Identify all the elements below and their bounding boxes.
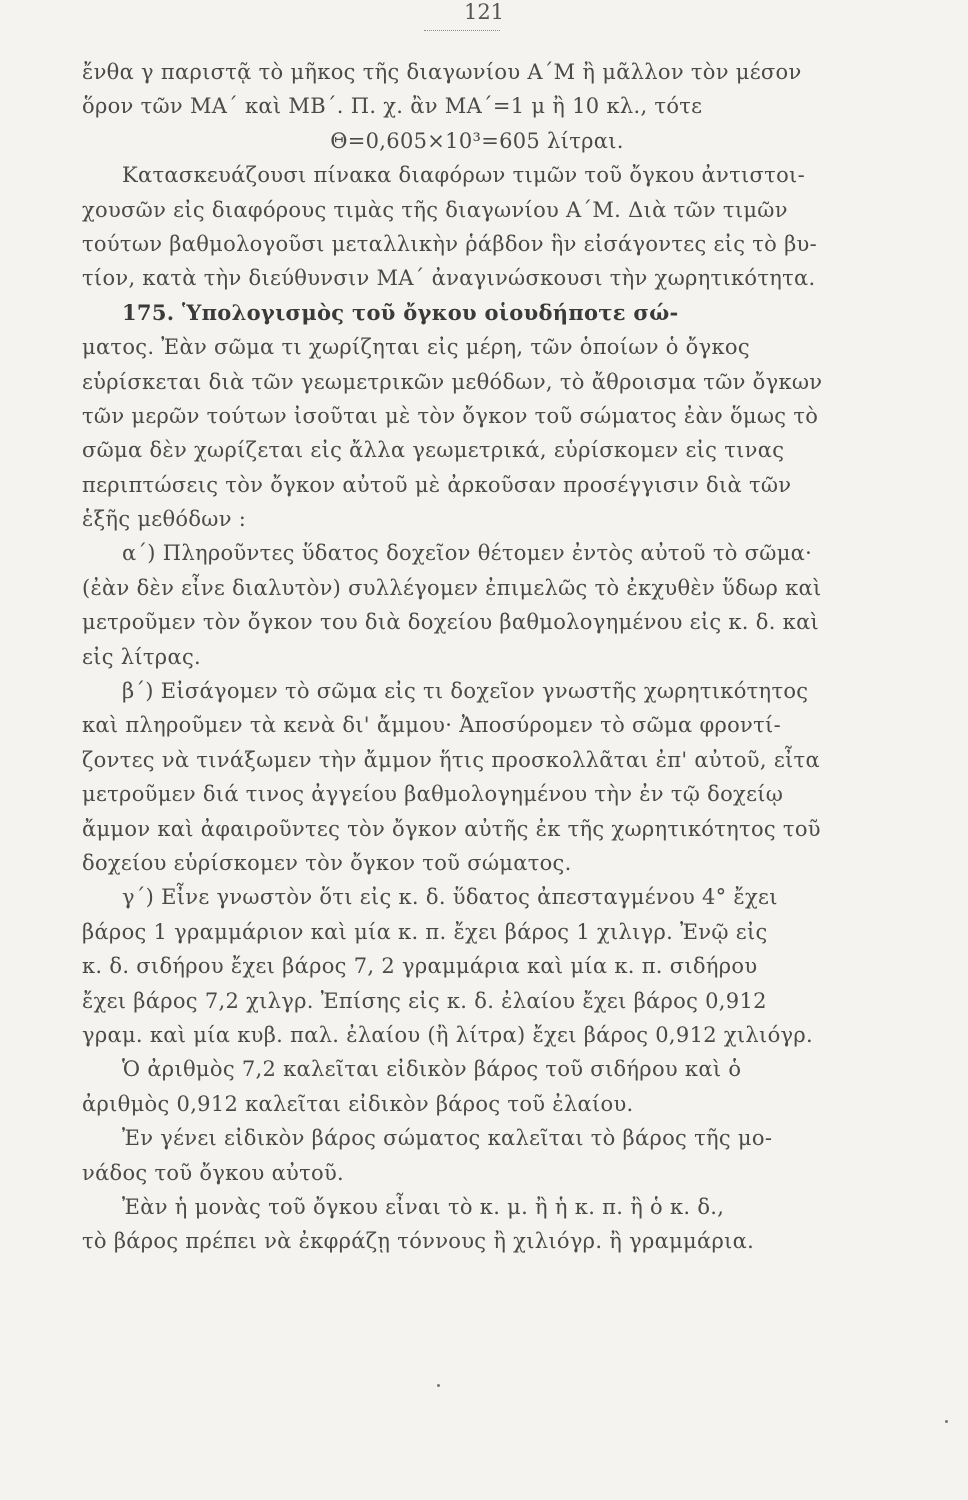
text-line: βάρος 1 γραμμάριον καὶ μία κ. π. ἔχει βάρος 1 χιλιγρ. Ἐνῷ εἰς xyxy=(82,919,768,944)
text-line: ἄμμον καὶ ἀφαιροῦντες τὸν ὄγκον αὐτῆς ἐκ τῆς χωρητικότητος τοῦ xyxy=(82,816,821,841)
text-line: τούτων βαθμολογοῦσι μεταλλικὴν ῥάβδον ἣν εἰσάγοντες εἰς τὸ βυ- xyxy=(82,231,817,256)
text-line: β΄) Εἰσάγομεν τὸ σῶμα εἰς τι δοχεῖον γνωστῆς χωρητικότητος xyxy=(122,679,809,704)
page-number-rule xyxy=(424,30,500,31)
text-line: α΄) Πληροῦντες ὕδατος δοχεῖον θέτομεν ἐντὸς αὐτοῦ τὸ σῶμα· xyxy=(122,541,813,566)
text-line: τίον, κατὰ τὴν διεύθυνσιν ΜΑ΄ ἀναγινώσκουσι τὴν χωρητικότητα. xyxy=(82,266,816,291)
text-line: μετροῦμεν τὸν ὄγκον του διὰ δοχείου βαθμολογημένου εἰς κ. δ. καὶ xyxy=(82,610,820,635)
text-line: (ἐὰν δὲν εἶνε διαλυτὸν) συλλέγομεν ἐπιμελῶς τὸ ἐκχυθὲν ὕδωρ καὶ xyxy=(82,575,822,600)
text-line: δοχείου εὑρίσκομεν τὸν ὄγκον τοῦ σώματος. xyxy=(82,850,572,875)
text-line: σῶμα δὲν χωρίζεται εἰς ἄλλα γεωμετρικά, εὑρίσκομεν εἰς τινας xyxy=(82,438,785,463)
text-line: γραμ. καὶ μία κυβ. παλ. ἐλαίου (ἢ λίτρα) ἔχει βάρος 0,912 χιλιόγρ. xyxy=(82,1022,813,1047)
body-text xyxy=(82,55,872,1259)
text-line: ἔχει βάρος 7,2 χιλγρ. Ἐπίσης εἰς κ. δ. ἐλαίου ἔχει βάρος 0,912 xyxy=(82,988,767,1013)
formula-line: Θ=0,605×10³=605 λίτραι. xyxy=(330,128,624,153)
text-line: νάδος τοῦ ὄγκου αὐτοῦ. xyxy=(82,1160,345,1185)
text-line: χουσῶν εἰς διαφόρους τιμὰς τῆς διαγωνίου Α΄Μ. Διὰ τῶν τιμῶν xyxy=(82,197,788,222)
text-line: μετροῦμεν διά τινος ἀγγείου βαθμολογημένου τὴν ἐν τῷ δοχείῳ xyxy=(82,782,784,807)
text-line: κ. δ. σιδήρου ἔχει βάρος 7, 2 γραμμάρια καὶ μία κ. π. σιδήρου xyxy=(82,954,758,979)
ink-speck xyxy=(437,1384,440,1387)
text-line: ἔνθα γ παριστᾷ τὸ μῆκος τῆς διαγωνίου Α΄Μ ἢ μᾶλλον τὸν μέσον xyxy=(82,60,802,84)
text-line: Ὁ ἀριθμὸς 7,2 καλεῖται εἰδικὸν βάρος τοῦ σιδήρου καὶ ὁ xyxy=(122,1057,742,1082)
text-line: καὶ πληροῦμεν τὰ κενὰ δι' ἄμμου· Ἀποσύρομεν τὸ σῶμα φροντί- xyxy=(82,713,781,738)
text-line: τὸ βάρος πρέπει νὰ ἐκφράζῃ τόννους ἢ χιλιόγρ. ἢ γραμμάρια. xyxy=(82,1229,755,1254)
section-heading: 175. Ὑπολογισμὸς τοῦ ὄγκου οἱουδήποτε σώ- xyxy=(122,299,679,325)
page-number: 121 xyxy=(463,0,505,24)
text-line: ἑξῆς μεθόδων : xyxy=(82,507,247,532)
ink-speck xyxy=(945,1420,948,1423)
text-line: Κατασκευάζουσι πίνακα διαφόρων τιμῶν τοῦ ὄγκου ἀντιστοι- xyxy=(122,163,805,188)
text-line: ἀριθμὸς 0,912 καλεῖται εἰδικὸν βάρος τοῦ ἐλαίου. xyxy=(82,1091,634,1116)
text-line: εὑρίσκεται διὰ τῶν γεωμετρικῶν μεθόδων, τὸ ἄθροισμα τῶν ὄγκων xyxy=(82,369,823,394)
text-line: εἰς λίτρας. xyxy=(82,644,201,669)
text-line: τῶν μερῶν τούτων ἰσοῦται μὲ τὸν ὄγκον τοῦ σώματος ἐὰν ὅμως τὸ xyxy=(82,403,819,428)
text-line: Ἐὰν ἡ μονὰς τοῦ ὄγκου εἶναι τὸ κ. μ. ἢ ἡ κ. π. ἢ ὁ κ. δ., xyxy=(122,1194,725,1219)
text-line: περιπτώσεις τὸν ὄγκον αὐτοῦ μὲ ἀρκοῦσαν προσέγγισιν διὰ τῶν xyxy=(82,472,792,497)
text-line: Ἐν γένει εἰδικὸν βάρος σώματος καλεῖται τὸ βάρος τῆς μο- xyxy=(122,1126,773,1151)
text-line: ὅρον τῶν ΜΑ΄ καὶ ΜΒ΄. Π. χ. ἂν ΜΑ΄=1 μ ἢ 10 κλ., τότε xyxy=(82,94,703,119)
text-line: ματος. Ἐὰν σῶμα τι χωρίζηται εἰς μέρη, τῶν ὁποίων ὁ ὄγκος xyxy=(82,335,750,360)
text-line: ζοντες νὰ τινάξωμεν τὴν ἄμμον ἥτις προσκολλᾶται ἐπ' αὐτοῦ, εἶτα xyxy=(82,747,820,772)
text-line: γ΄) Εἶνε γνωστὸν ὅτι εἰς κ. δ. ὕδατος ἀπεσταγμένου 4° ἔχει xyxy=(122,885,778,910)
